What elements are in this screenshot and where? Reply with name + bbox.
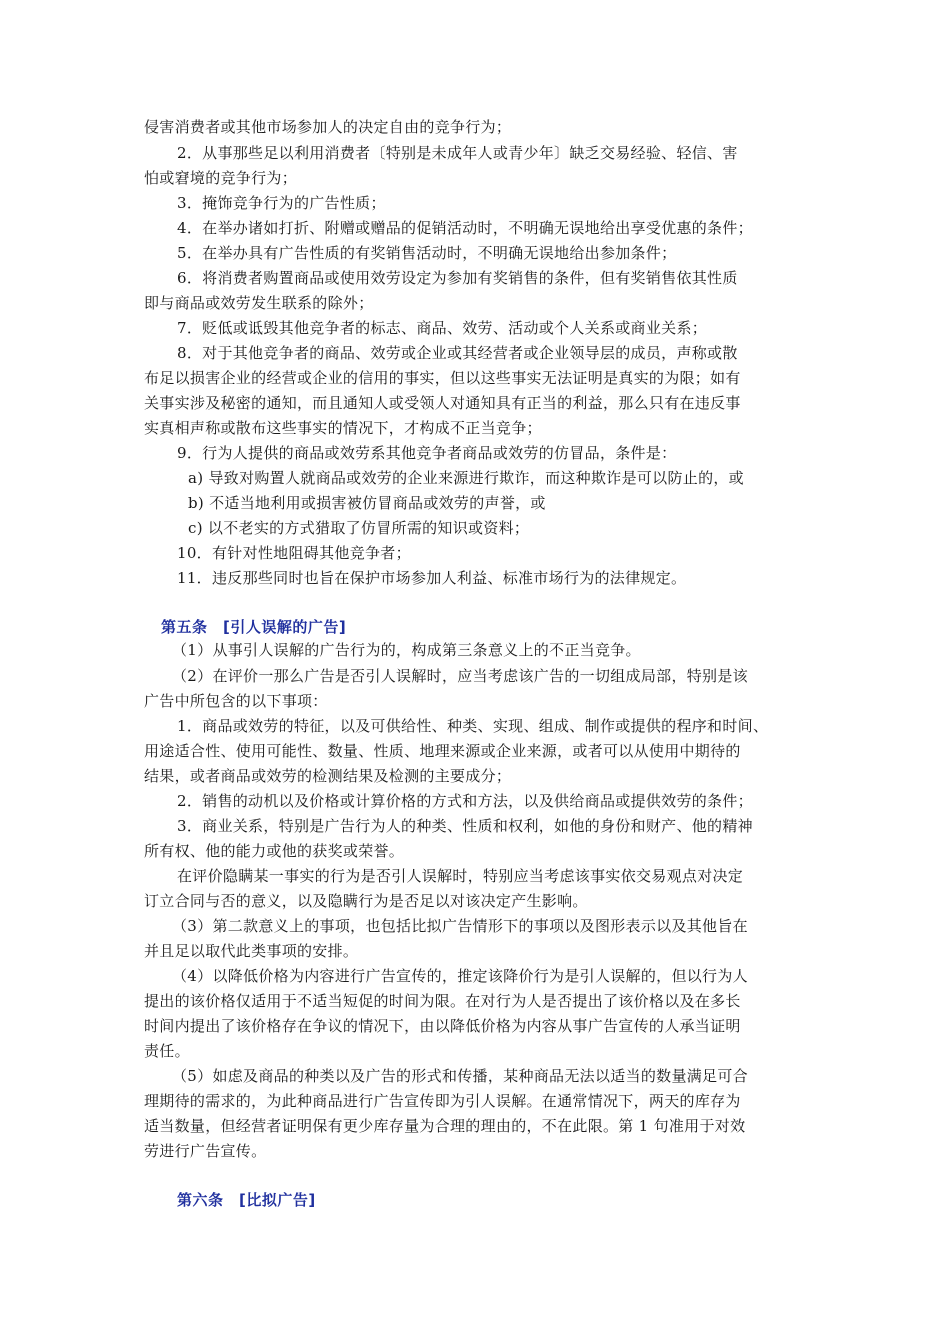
- text-line: 6．将消费者购置商品或使用效劳设定为参加有奖销售的条件，但有奖销售依其性质: [177, 269, 738, 287]
- section-heading-article-5: 第五条 [引人误解的广告]: [161, 618, 347, 636]
- text-line: 9．行为人提供的商品或效劳系其他竞争者商品或效劳的仿冒品，条件是：: [177, 444, 677, 462]
- text-line: 在评价隐瞒某一事实的行为是否引人误解时，特别应当考虑该事实依交易观点对决定: [177, 867, 744, 885]
- text-line: 广告中所包含的以下事项：: [144, 692, 328, 710]
- text-line: （2）在评价一那么广告是否引人误解时，应当考虑该广告的一切组成局部，特别是该: [172, 667, 748, 685]
- text-line: 关事实涉及秘密的通知，而且通知人或受领人对通知具有正当的利益，那么只有在违反事: [144, 394, 741, 412]
- text-line: 即与商品或效劳发生联系的除外；: [144, 294, 374, 312]
- text-line: 订立合同与否的意义，以及隐瞒行为是否足以对该决定产生影响。: [144, 892, 588, 910]
- text-line: 4．在举办诸如打折、附赠或赠品的促销活动时，不明确无误地给出享受优惠的条件；: [177, 219, 753, 237]
- text-line: 10．有针对性地阻碍其他竞争者；: [177, 544, 411, 562]
- text-line: 结果，或者商品或效劳的检测结果及检测的主要成分；: [144, 767, 512, 785]
- text-line: 11．违反那些同时也旨在保护市场参加人利益、标准市场行为的法律规定。: [177, 569, 687, 587]
- text-line: 实真相声称或散布这些事实的情况下，才构成不正当竞争；: [144, 419, 542, 437]
- text-line: b) 不适当地利用或损害被仿冒商品或效劳的声誉，或: [188, 494, 546, 512]
- text-line: 适当数量，但经营者证明保有更少库存量为合理的理由的，不在此限。第 1 句准用于对效: [144, 1117, 746, 1135]
- text-line: （1）从事引人误解的广告行为的，构成第三条意义上的不正当竞争。: [172, 641, 641, 659]
- text-line: a) 导致对购置人就商品或效劳的企业来源进行欺诈，而这种欺诈是可以防止的，或: [188, 469, 744, 487]
- text-line: 3．商业关系，特别是广告行为人的种类、性质和权利，如他的身份和财产、他的精神: [177, 817, 753, 835]
- text-line: 7．贬低或诋毁其他竞争者的标志、商品、效劳、活动或个人关系或商业关系；: [177, 319, 708, 337]
- text-line: 5．在举办具有广告性质的有奖销售活动时，不明确无误地给出参加条件；: [177, 244, 677, 262]
- text-line: 布足以损害企业的经营或企业的信用的事实，但以这些事实无法证明是真实的为限；如有: [144, 369, 741, 387]
- text-line: （3）第二款意义上的事项，也包括比拟广告情形下的事项以及图形表示以及其他旨在: [172, 917, 748, 935]
- text-line: 理期待的需求的，为此种商品进行广告宣传即为引人误解。在通常情况下，两天的库存为: [144, 1092, 741, 1110]
- text-line: 2．销售的动机以及价格或计算价格的方式和方法，以及供给商品或提供效劳的条件；: [177, 792, 753, 810]
- text-line: 侵害消费者或其他市场参加人的决定自由的竞争行为；: [144, 118, 512, 136]
- text-line: 劳进行广告宣传。: [144, 1142, 267, 1160]
- text-line: 用途适合性、使用可能性、数量、性质、地理来源或企业来源，或者可以从使用中期待的: [144, 742, 741, 760]
- text-line: 8．对于其他竞争者的商品、效劳或企业或其经营者或企业领导层的成员，声称或散: [177, 344, 738, 362]
- text-line: 怕或窘境的竞争行为；: [144, 169, 298, 187]
- text-line: （5）如虑及商品的种类以及广告的形式和传播，某种商品无法以适当的数量满足可合: [172, 1067, 748, 1085]
- section-heading-article-6: 第六条 [比拟广告]: [177, 1191, 316, 1209]
- text-line: 3．掩饰竞争行为的广告性质；: [177, 194, 386, 212]
- text-line: 责任。: [144, 1042, 190, 1060]
- text-line: 时间内提出了该价格存在争议的情况下，由以降低价格为内容从事广告宣传的人承当证明: [144, 1017, 741, 1035]
- text-line: 1．商品或效劳的特征，以及可供给性、种类、实现、组成、制作或提供的程序和时间、: [177, 717, 769, 735]
- text-line: 所有权、他的能力或他的获奖或荣誉。: [144, 842, 405, 860]
- text-line: 提出的该价格仅适用于不适当短促的时间为限。在对行为人是否提出了该价格以及在多长: [144, 992, 741, 1010]
- text-line: 2．从事那些足以利用消费者〔特别是未成年人或青少年〕缺乏交易经验、轻信、害: [177, 144, 738, 162]
- text-line: c) 以不老实的方式猎取了仿冒所需的知识或资料；: [188, 519, 530, 537]
- text-line: （4）以降低价格为内容进行广告宣传的，推定该降价行为是引人误解的，但以行为人: [172, 967, 748, 985]
- text-line: 并且足以取代此类事项的安排。: [144, 942, 359, 960]
